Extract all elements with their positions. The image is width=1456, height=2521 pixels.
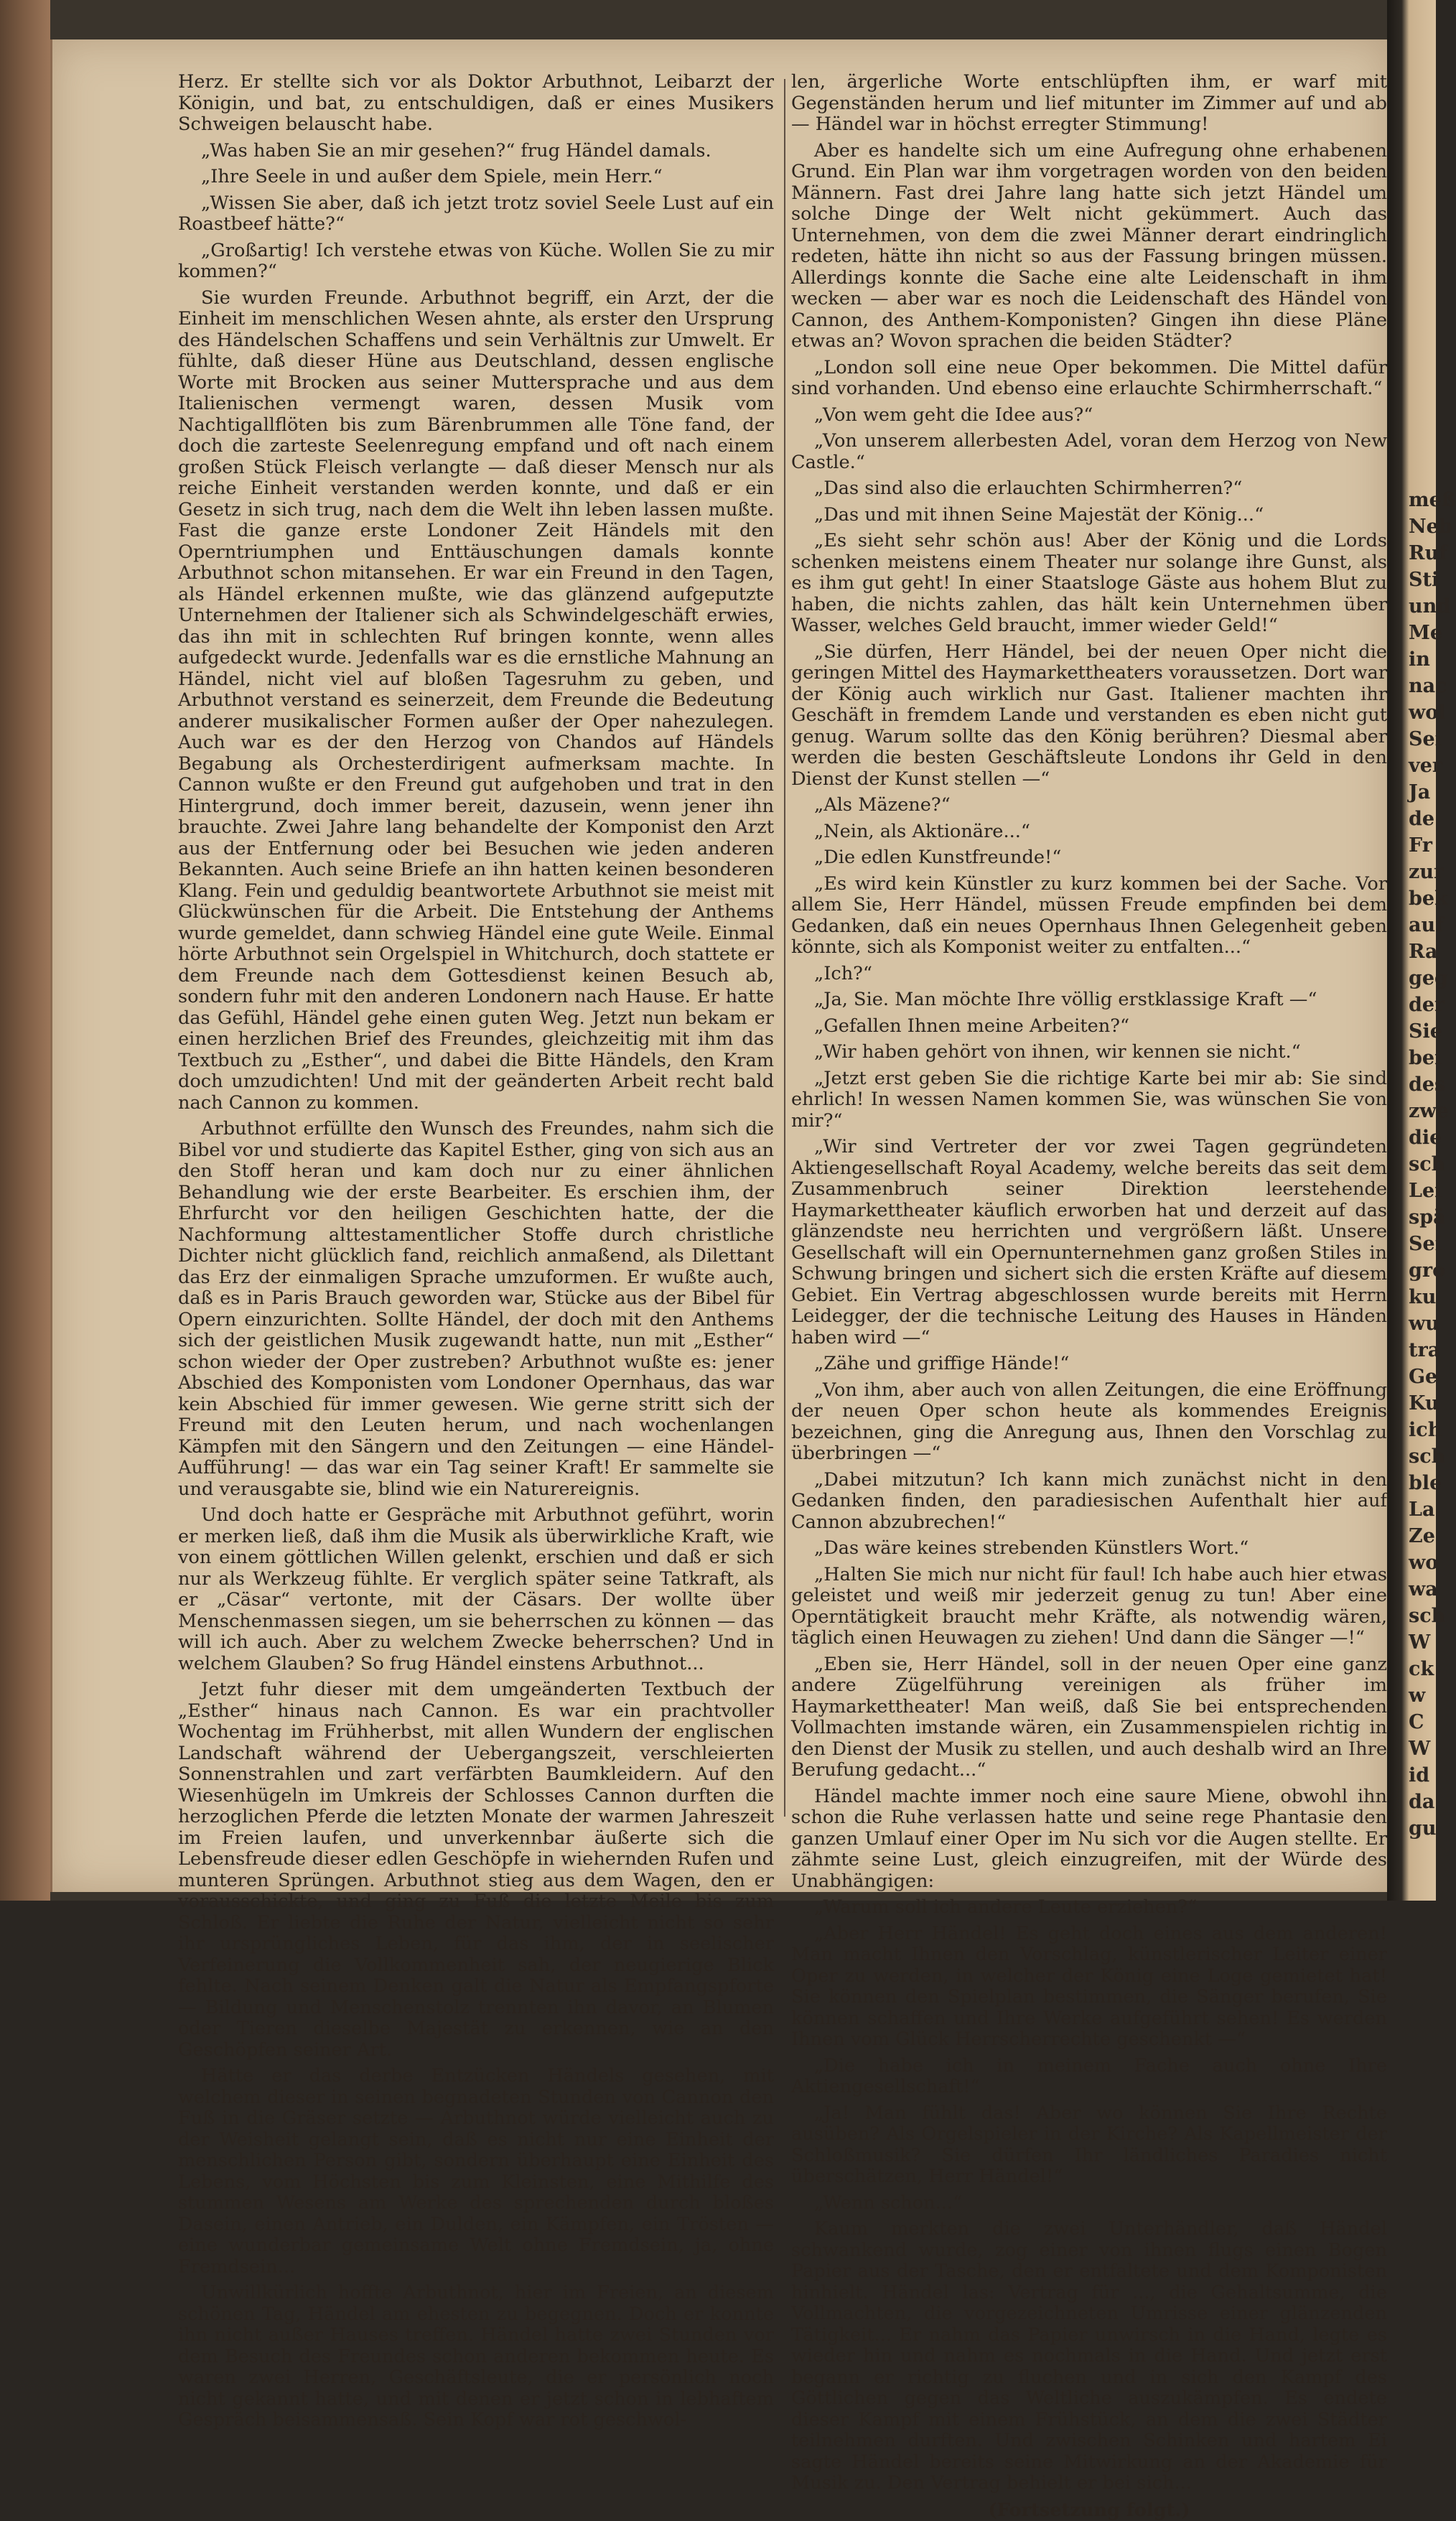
paragraph: „Wenn schon...“ [791, 2193, 1387, 2214]
paragraph: „Was haben Sie an mir gesehen?“ frug Händel damals. [178, 141, 774, 162]
paragraph: „Als Mäzene?“ [791, 795, 1387, 816]
paragraph: Unwillkürlich hoffte Arbuthnot, hier im Freien, an diesem schönen Tag, Händel am ehesten zu begegnen. Doch er konnte ihn nicht außer Hauses treffen. Händel hatte zwei Stunden vor dem Besuch des Freundes schon anderen bekommen heute. Es waren zwei Herren, Geschäftsleute, die er persönlich noch nicht gekannt hatte, und mit denen er jetzt schon in lebhaftem Gespräch beisammensaß. Sein Kopf war rot geschwol- [178, 2283, 774, 2431]
paragraph: Händel machte immer noch eine saure Miene, obwohl ihn schon die Ruhe verlassen hatte und seine rege Phantasie den ganzen Umlauf einer Oper im Nu sich vor die Augen stellte. Er zähmte seine Lust, gleich einzugreifen, mit der Würde des Unabhängigen: [791, 1786, 1387, 1893]
adjacent-page-fragment: Ra [1409, 940, 1436, 964]
adjacent-page-fragment: bei [1409, 1046, 1436, 1070]
paragraph: „Die habe ich in meinem Fache auch ohne Ihre Aktiengesellschaft!“ [791, 2056, 1387, 2098]
paragraph: „Es sieht sehr schön aus! Aber der König und die Lords schenken meistens einem Theater nur solange ihre Gunst, als es ihm gut geht! In einer Staatsloge Gäste aus hohem Blut zu haben, die nichts zahlen, das hält kein Unternehmen über Wasser, welches Geld braucht, immer wieder Geld!“ [791, 531, 1387, 637]
paragraph: „Das sind also die erlauchten Schirmherren?“ [791, 478, 1387, 500]
paragraph: „Wir haben gehört von ihnen, wir kennen sie nicht.“ [791, 1042, 1387, 1063]
adjacent-page-fragment: meß [1409, 488, 1436, 512]
adjacent-page-fragment: La [1409, 1498, 1436, 1522]
paragraph: „Aber Herr Händel! Es geht doch eines aus dem anderen! Man macht Ihnen den Vorschlag, künstlerischer Leiter einer Oper zu werden, in welcher der König eine Loge gemietet hat! Sie können den Spielplan bestimmen, die Sänger berufen, Sie können schaffen und Ihre Werke aufgeführt sehen! Es werden Ihnen vom Glück Herrscherrechte geschenkt —“ [791, 1924, 1387, 2051]
adjacent-page-fragment: des [1409, 1073, 1436, 1096]
adjacent-page-fragment: wo [1409, 1551, 1436, 1575]
paragraph: „Ich?“ [791, 964, 1387, 985]
adjacent-page-fragment: nac [1409, 674, 1436, 698]
adjacent-page-fragment: spä [1409, 1206, 1436, 1229]
paragraph: „Gefallen Ihnen meine Arbeiten?“ [791, 1016, 1387, 1038]
paragraph: „Halten Sie mich nur nicht für faul! Ich habe auch hier etwas geleistet und weiß mir jederzeit genug zu tun! Aber eine Operntätigkeit braucht mehr Kräfte, als notwendig wären, täglich einen Heuwagen zu ziehen! Und dann die Sänger —!“ [791, 1565, 1387, 1649]
adjacent-page-fragment: Me [1409, 621, 1436, 645]
adjacent-page-fragment: Ja [1409, 780, 1436, 804]
adjacent-page-fragment: der [1409, 993, 1436, 1017]
adjacent-page-fragment: ku [1409, 1285, 1436, 1309]
adjacent-page-fragment: tra [1409, 1338, 1436, 1362]
adjacent-page-fragment: Ruf [1409, 541, 1436, 565]
paragraph: „Nein, als Aktionäre...“ [791, 821, 1387, 843]
adjacent-page-fragment: zwe [1409, 1099, 1436, 1123]
paragraph: „Das wäre keines strebenden Künstlers Wort.“ [791, 1538, 1387, 1560]
paragraph: Sie wurden Freunde. Arbuthnot begriff, ein Arzt, der die Einheit im menschlichen Wesen ahnte, als erster den Ursprung des Händelschen Schaffens und sein Verhältnis zur Umwelt. Er fühlte, daß dieser Hüne aus Deutschland, dessen englische Worte mit Brocken aus seiner Muttersprache und aus dem Italienischen vermengt waren, dessen Musik vom Nachtigallflöten bis zum Bärenbrummen alle Töne fand, der doch die zarteste Seelenregung empfand und oft nach einem großen Stück Fleisch verlangte — daß dieser Mensch nur als reiche Einheit verstanden werden konnte, und daß er ein Gesetz in sich trug, nach dem die Welt ihn leben lassen mußte. Fast die ganze erste Londoner Zeit Händels mit den Operntriumphen und Enttäuschungen damals konnte Arbuthnot schon mitansehen. Er war ein Freund in den Tagen, als Händel erkennen mußte, wie das glänzend aufgeputzte Unternehmen der Italiener sich als Schwindelgeschäft erwies, das ihn mit in schlechten Ruf bringen konnte, wenn alles aufgedeckt wurde. Jedenfalls war es die ernstliche Mahnung an Händel, nicht viel auf bloßen Tagesruhm zu geben, und Arbuthnot verstand es seinerzeit, dem Freunde die Bedeutung anderer musikalischer Formen außer der Oper nahezulegen. Auch war es der den Herzog von Chandos auf Händels Begabung als Orchesterdirigent aufmerksam machte. In Cannon wußte er den Freund gut aufgehoben und trat in den Hintergrund, doch immer bereit, dazusein, wenn jener ihn brauchte. Zwei Jahre lang behandelte der Komponist den Arzt aus der Entfernung oder bei Besuchen wie jeden anderen Bekannten. Auch seine Briefe an ihn hatten keinen besonderen Klang. Fein und geduldig beantwortete Arbuthnot sie meist mit Glückwünschen für die Arbeit. Die Entstehung der Anthems wurde gemeldet, dann schwieg Händel eine gute Weile. Einmal hörte Arbuthnot sein Orgelspiel in Whitchurch, doch stattete er dem Freunde nach dem Gottesdienst keinen Besuch ab, sondern fuhr mit den anderen Londonern nach Hause. Er hatte das Gefühl, Händel gehe einen guten Weg. Jetzt nun bekam er einen herzlichen Brief des Freundes, gleichzeitig mit ihm das Textbuch zu „Esther“, und dabei die Bitte Händels, den Kram doch umzudichten! Und mit der geänderten Arbeit recht bald nach Cannon zu kommen. [178, 288, 774, 1114]
adjacent-page-fragment: ble [1409, 1471, 1436, 1495]
adjacent-page-fragment: Ku [1409, 1392, 1436, 1415]
paragraph: „Das und mit ihnen Seine Majestät der König...“ [791, 505, 1387, 526]
adjacent-page-fragment: gu [1409, 1817, 1436, 1840]
adjacent-page-fragment: in [1409, 648, 1436, 671]
adjacent-page-fragment: gro [1409, 1259, 1436, 1282]
adjacent-page-fragment: sch [1409, 1152, 1436, 1176]
adjacent-page-fragment: w [1409, 1684, 1436, 1707]
adjacent-page-fragment: und [1409, 595, 1436, 618]
paragraph: „Wissen Sie aber, daß ich jetzt trotz soviel Seele Lust auf ein Roastbeef hätte?“ [178, 193, 774, 236]
paragraph: „Sie dürfen, Herr Händel, bei der neuen Oper nicht die geringen Mittel des Haymarkettheaters voraussetzen. Dort war der König auch wirklich nur Gast. Italiener machten ihr Geschäft in fremdem Lande und verstanden es eben nicht gut genug. Warum sollte das den König berühren? Diesmal aber werden die besten Geschäftsleute Londons ihr Geld in den Dienst der Kunst stellen —“ [791, 642, 1387, 791]
paragraph: „Wir sind Vertreter der vor zwei Tagen gegründeten Aktiengesellschaft Royal Academy, welche bereits das seit dem Zusammenbruch seiner Direktion leerstehende Haymarkettheater käuflich erworben hat und derzeit auf das glänzendste neu herrichten und vergrößern läßt. Unsere Gesellschaft will ein Opernunternehmen ganz großen Stiles in Schwung bringen und sichert sich die ersten Kräfte auf diesem Gebiet. Ein Vertrag abgeschlossen wurde bereits mit Herrn Leidegger, der die technische Leitung des Hauses in Händen haben wird —“ [791, 1137, 1387, 1348]
continuation-note: (Fortsetzung folgt.) [791, 2500, 1387, 2521]
adjacent-page-fragment: W [1409, 1631, 1436, 1654]
adjacent-page-fragment: geg [1409, 966, 1436, 990]
adjacent-page-fragment: zur [1409, 860, 1436, 884]
left-binding-edge [0, 0, 50, 1901]
adjacent-page-fragment: auf [1409, 913, 1436, 937]
paragraph: Aber es handelte sich um eine Aufregung ohne erhabenen Grund. Ein Plan war ihm vorgetragen worden von den beiden Männern. Fast drei Jahre lang hatte sich jetzt Händel um solche Dinge der Welt nicht gekümmert. Auch das Unternehmen, von dem die zwei Männer derart eindringlich redeten, hätte ihn nicht so aus der Fassung bringen müssen. Allerdings konnte die Sache eine alte Leidenschaft in ihm wecken — aber war es noch die Leidenschaft des Händel von Cannon, des Anthem-Komponisten? Gingen ihn diese Pläne etwas an? Wovon sprachen die beiden Städter? [791, 141, 1387, 353]
adjacent-page-fragment: bek [1409, 887, 1436, 910]
paragraph: „Großartig! Ich verstehe etwas von Küche. Wollen Sie zu mir kommen?“ [178, 241, 774, 283]
paragraph: „Ja, Sie. Man möchte Ihre völlig erstklassige Kraft —“ [791, 989, 1387, 1011]
paragraph: „Die edlen Kunstfreunde!“ [791, 847, 1387, 869]
adjacent-page-fragment: W [1409, 1737, 1436, 1761]
adjacent-page-fragment: Lei [1409, 1179, 1436, 1203]
paragraph: „Jetzt erst geben Sie die richtige Karte bei mir ab: Sie sind ehrlich! In wessen Namen kommen Sie, was wünschen Sie von mir?“ [791, 1068, 1387, 1132]
adjacent-page-fragment: da [1409, 1790, 1436, 1814]
adjacent-page-fragment: Ze [1409, 1524, 1436, 1548]
adjacent-page-fragment: wu [1409, 1312, 1436, 1336]
adjacent-page-fragment: C [1409, 1710, 1436, 1734]
adjacent-page-fragment: Fr [1409, 834, 1436, 857]
adjacent-page-fragment: id [1409, 1763, 1436, 1787]
adjacent-page-fragment: Neb [1409, 515, 1436, 539]
paragraph: „Von unserem allerbesten Adel, voran dem Herzog von New Castle.“ [791, 431, 1387, 473]
adjacent-page-fragment: Sti [1409, 568, 1436, 592]
paragraph: Hätte er das derbe Entzücken Händels gesehen, mit welchem dieser in seinen begnadeten Stunden von Cannon den Fuß in die Gräser setzte — Arbuthnot würde vielleicht auch zu der Weisheit gelangt sein, daß es nicht nur eine Einheit der menschlichen Person gibt, sondern überhaupt eine Einheit des Lebens, vom Höchsten bis zum Kleinsten, eine Mithilfe des stummen Wesens am Werke des sprechenden durch bloßes Dasein, einen Antrieb, ein Dulden, ein Kämpfen, ein Trösten — eine wunderbar gemeinsame Welt ohne Fremdsein, ja, ohne Fremdsein... [178, 2066, 774, 2278]
paragraph: „Von ihm, aber auch von allen Zeitungen, die eine Eröffnung der neuen Oper schon heute als kommendes Ereignis bezeichnen, ging die Anregung aus, Ihnen den Vorschlag zu überbringen —“ [791, 1380, 1387, 1465]
adjacent-page-fragment: sch [1409, 1445, 1436, 1468]
adjacent-page-fragment: wol [1409, 701, 1436, 724]
adjacent-page-strip [1387, 0, 1436, 1901]
adjacent-page-fragment: sch [1409, 1604, 1436, 1628]
paragraph: „Warum soll ich andere Leute erziehen?“ [791, 1897, 1387, 1919]
right-text-column [791, 72, 1387, 1838]
paragraph: „Es wird kein Künstler zu kurz kommen bei der Sache. Vor allem Sie, Herr Händel, müssen Freude empfinden bei dem Gedanken, daß ein neues Opernhaus Ihnen Gelegenheit geben könnte, sich als Komponist weiter zu entfalten...“ [791, 874, 1387, 959]
adjacent-page-fragment: ck [1409, 1657, 1436, 1681]
adjacent-page-fragment: ver [1409, 754, 1436, 778]
paragraph: „Zähe und griffige Hände!“ [791, 1353, 1387, 1375]
paragraph: Jetzt fuhr dieser mit dem umgeänderten Textbuch der „Esther“ hinaus nach Cannon. Es war ein prachtvoller Wochentag im Frühherbst, mit allen Wundern der englischen Landschaft während der Uebergangszeit, verschleierten Sonnenstrahlen und zart verfärbten Baumkleidern. Auf den Wiesenhügeln im Umkreis der Schlosses Cannon durften die herzoglichen Pferde die letzten Monate der warmen Jahreszeit im Freien laufen, und unverkennbar äußerte sich die Lebensfreude dieser edlen Geschöpfe in wiehernden Rufen und munteren Sprüngen. Arbuthnot stieg aus dem Wagen, den er vorausschickte, und ging zu Fuß die letzte Meile bis zum Schloß. Er liebte die Ruhe der Natur, vielleicht nicht so sehr ihr ursprüngliches Leben, für das ihm, der in seelischer Verfeinerung die Vollkommenheit sah, der neugierige Blick fehlte. Nach seinem Denken galt die Natur als Empfangspforte — Bildung und Menschenstolz trennten ihn davor, an Blumen oder Tieren dieselbe Majestät zu erkennen, wie an den Geschöpfen seiner Art. [178, 1679, 774, 2061]
adjacent-page-fragment: Sie [1409, 1020, 1436, 1043]
adjacent-page-fragment: Ge [1409, 1365, 1436, 1389]
adjacent-page-fragment: de [1409, 807, 1436, 831]
paragraph: „Ja! Man fühlt das! Aber wo können Sie Ihre Rechte ausüben? Als Orgelspieler in der Kirche? Als Kapellmeister der Schloßmusik? Sie dürfen Ihr ländliches Paradies nicht überschätzen, Herr Händel!“ [791, 2103, 1387, 2188]
paragraph: „Von wem geht die Idee aus?“ [791, 405, 1387, 427]
paragraph: len, ärgerliche Worte entschlüpften ihm, er warf mit Gegenständen herum und lief mitunter im Zimmer auf und ab — Händel war in höchst erregter Stimmung! [791, 72, 1387, 136]
adjacent-page-fragment: ich [1409, 1418, 1436, 1442]
paragraph: „Ihre Seele in und außer dem Spiele, mein Herr.“ [178, 167, 774, 188]
paragraph: „Eben sie, Herr Händel, soll in der neuen Oper eine ganz andere Zügelführung vereinigen als früher im Haymarkettheater! Man weiß, daß Sie bei entsprechenden Vollmachten imstande wären, ein Zusammenspielen richtig in den Dienst der Musik zu stellen, und auch deshalb wird an Ihre Berufung gedacht...“ [791, 1654, 1387, 1781]
paragraph: Und doch hatte er Gespräche mit Arbuthnot geführt, worin er merken ließ, daß ihm die Musik als überwirkliche Kraft, wie von einem göttlichen Willen gelenkt, erschien und daß er sich nur als Werkzeug fühlte. Er verglich später seine Tatkraft, als er „Cäsar“ vertonte, mit der Cäsars. Der wollte über Menschenmassen siegen, um sie beherrschen zu können — das will ich auch. Aber zu welchem Zwecke beherrschen? Und in welchem Glauben? So frug Händel einstens Arbuthnot... [178, 1505, 774, 1674]
paragraph: „Dabei mitzutun? Ich kann mich zunächst nicht in den Gedanken finden, den paradiesischen Aufenthalt hier auf Cannon abzubrechen!“ [791, 1470, 1387, 1534]
paragraph: Herz. Er stellte sich vor als Doktor Arbuthnot, Leibarzt der Königin, und bat, zu entschuldigen, daß er eines Musikers Schweigen belauscht habe. [178, 72, 774, 136]
paragraph: Arbuthnot erfüllte den Wunsch des Freundes, nahm sich die Bibel vor und studierte das Kapitel Esther, ging von sich aus an den Stoff heran und kam doch nur zu einer ähnlichen Behandlung wie der erste Bearbeiter. Es erschien ihm, der Ehrfurcht vor den heiligen Geschichten hatte, der die Nachformung alttestamentlicher Stoffe durch christliche Dichter nicht glücklich fand, reichlich anmaßend, als Dilettant das Erz der einmaligen Sprache umzuformen. Er wußte auch, daß es in Paris Brauch geworden war, Stücke aus der Bibel für Opern einzurichten. Sollte Händel, der doch mit den Anthems sich der geistlichen Musik zugewandt hatte, nun mit „Esther“ schon wieder der Oper zustreben? Arbuthnot wußte es: jener Abschied des Komponisten vom Londoner Opernhaus, das war kein Abschied für immer gewesen. Wie gerne stritt sich der Freund mit den Leuten herum, und nach wochenlangen Kämpfen mit den Sängern und den Zeitungen — eine Händel-Aufführung! — das war ein Tag seiner Kraft! Er sammelte sie und verausgabte sie, blind wie ein Naturereignis. [178, 1119, 774, 1500]
paragraph: „London soll eine neue Oper bekommen. Die Mittel dafür sind vorhanden. Und ebenso eine erlauchte Schirmherrschaft.“ [791, 358, 1387, 400]
left-text-column [178, 72, 774, 1838]
adjacent-page-fragment: wa [1409, 1578, 1436, 1601]
adjacent-page-fragment: Sei [1409, 1232, 1436, 1256]
paragraph: Kaum merkten die zwei Unterhändler, daß Händel schwankend wurde, zog einer von ihnen flugs einen Bogen Papier aus der Tasche, den er entfaltete und dem Komponisten hinhielt. Händel las: Vertrag für ..., die Gehaltsumme, die Vollmachten, die vorgezeichneten Umrisse einer glänzenden Tätigkeit... Er nahm das Papier unwirsch in die Hand, legte es wieder hin und nahm es nochmals in die Hand. Und jetzt erst begann er richtig zu fluchen und in sich den Kampf des Göttlichen gegen das Weltliche auszukämpfen. Es endete dieser Kampf mit einem Frühstück, an dem die zwei Städter teilnehmen durften. Und zwischen Schinken und hartem Ei sagte Händel bereits seine Mitwirkung an der Akademie für Musik zu. Den Vertrag behielt er bei sich... [791, 2219, 1387, 2494]
adjacent-page-fragment: die [1409, 1126, 1436, 1150]
column-divider [784, 79, 785, 1817]
adjacent-page-fragment: Sei [1409, 727, 1436, 751]
